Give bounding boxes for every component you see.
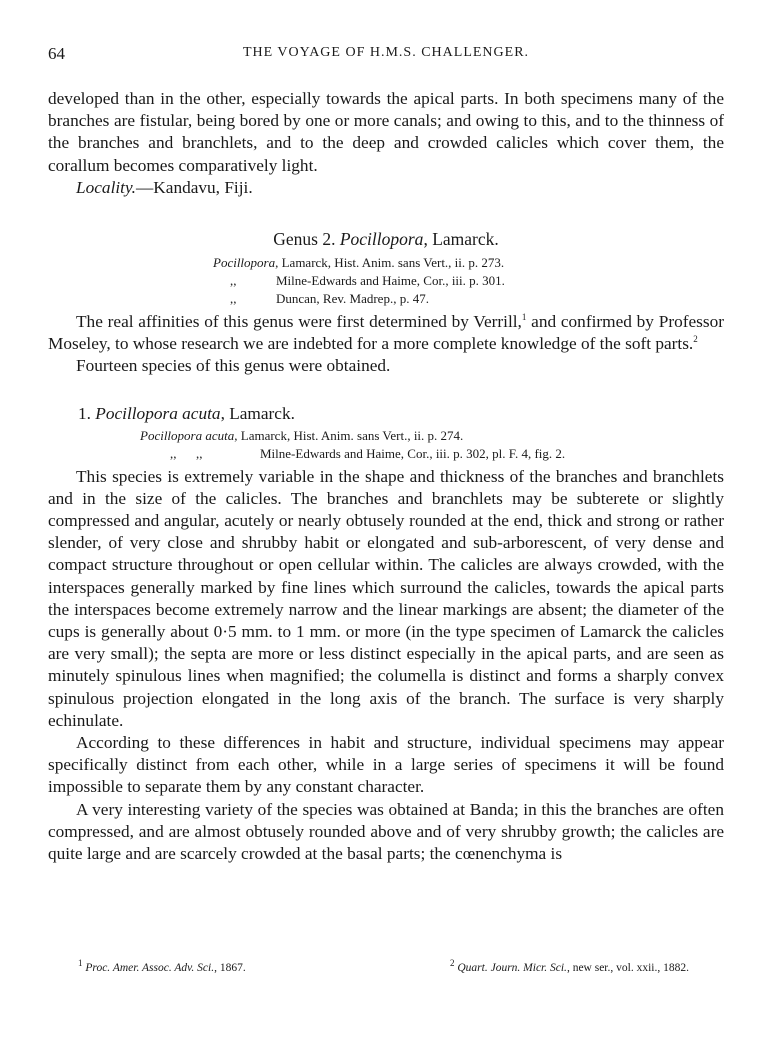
- footnote: [48, 958, 418, 974]
- footnotes: [48, 958, 724, 974]
- footnote-mark: 1: [78, 958, 83, 969]
- species-paragraph: According to these differences in habit and structure, individual specimens may appear specifically distinct from each other, while in a large series of specimens it will be found impossible to separate them by any constant character.: [48, 733, 724, 797]
- ditto-mark: ,, ,,: [170, 445, 203, 461]
- synonym-lead: Pocillopora: [213, 255, 276, 271]
- synonym-text: , Lamarck, Hist. Anim. sans Vert., ii. p. 274.: [234, 427, 464, 443]
- footnote-detail: , new ser., vol. xxii., 1882.: [566, 962, 689, 974]
- ditto-mark: ,,: [230, 273, 237, 289]
- locality-label: Locality.: [76, 177, 137, 197]
- synonym-row: [48, 254, 724, 272]
- synonym-row: [48, 427, 724, 445]
- genus-prefix: Genus 2.: [273, 229, 340, 250]
- footnote-source: Proc. Amer. Assoc. Adv. Sci.: [85, 962, 215, 974]
- running-head: [48, 44, 724, 68]
- footnote-detail: , 1867.: [214, 962, 246, 974]
- synonym-text: Milne-Edwards and Haime, Cor., iii. p. 301.: [276, 273, 505, 289]
- species-heading: [48, 404, 724, 424]
- genus-name: Pocillopora: [339, 229, 424, 250]
- footnote: [418, 958, 689, 974]
- running-title: THE VOYAGE OF H.M.S. CHALLENGER.: [242, 45, 530, 60]
- species-name: Pocillopora acuta: [95, 403, 221, 423]
- intro-paragraph: developed than in the other, especially towards the apical parts. In both specimens many of the branches are fistular, being bored by one or more canals; and owing to this, and to the thinness of the branches and branchlets, and to the deep and crowded calicles which cover them, the corallum becomes comparatively light.: [48, 89, 724, 175]
- body-text: [48, 88, 724, 865]
- page-number: 64: [48, 44, 65, 63]
- synonym-text: Duncan, Rev. Madrep., p. 47.: [276, 291, 429, 307]
- species-paragraph: This species is extremely variable in the shape and thickness of the branches and branchlets and in the size of the calicles. The branches and branchlets may be subterete or slightly compressed and angular, acutely or nearly obtusely rounded at the end, thick and strong or rather slender, of very close and shrubby habit or elongated and sub-arborescent, of very dense and compact structure throughout or open cellular within. The calicles are always crowded, with the interspaces generally marked by fine lines which surround the calicles, towards the apical parts the interspaces become extremely narrow and the linear markings are absent; the diameter of the cups is generally about 0·5 mm. to 1 mm. or more (in the type specimen of Lamarck the calicles are very small); the septa are more or less distinct especially in the apical parts, and are seen as minutely spinulous lines when magnified; the columella is distinct and forms a sharply convex spinulous projection elongated in the long axis of the branch. The surface is very sharply echinulate.: [48, 466, 724, 730]
- species-number: 1.: [78, 403, 96, 423]
- ditto-mark: ,,: [230, 291, 237, 307]
- text-run: and confirmed by Professor Moseley, to whose research we are indebted for a more complete knowledge of the soft parts.: [48, 312, 724, 354]
- footnote-ref: 1: [521, 312, 527, 323]
- synonym-text: Milne-Edwards and Haime, Cor., iii. p. 302, pl. F. 4, fig. 2.: [260, 445, 566, 461]
- synonym-row: [48, 445, 724, 463]
- synonym-lead: Pocillopora acuta: [140, 427, 235, 443]
- synonym-row: [48, 272, 724, 290]
- footnote-mark: 2: [450, 958, 455, 969]
- footnote-source: Quart. Journ. Micr. Sci.: [457, 962, 567, 974]
- locality-value: —Kandavu, Fiji.: [136, 177, 253, 197]
- synonym-row: [48, 290, 724, 308]
- genus-paragraph-2: Fourteen species of this genus were obtained.: [76, 356, 391, 376]
- species-author: , Lamarck.: [220, 403, 295, 423]
- text-run: The real affinities of this genus were first determined by Verrill,: [76, 312, 522, 332]
- locality-line: [48, 177, 724, 199]
- genus-heading: [48, 229, 724, 250]
- footnote-ref: 2: [693, 334, 698, 345]
- synonym-text: , Lamarck, Hist. Anim. sans Vert., ii. p. 273.: [275, 255, 505, 271]
- species-paragraph: A very interesting variety of the species was obtained at Banda; in this the branches are often compressed, and are almost obtusely rounded above and of very shrubby growth; the calicles are quite large and are scarcely crowded at the basal parts; the cœnenchyma is: [48, 799, 724, 864]
- genus-suffix: , Lamarck.: [423, 229, 499, 250]
- species-synonymy: [48, 427, 724, 463]
- genus-paragraph: [48, 311, 724, 355]
- genus-synonymy: [48, 254, 724, 308]
